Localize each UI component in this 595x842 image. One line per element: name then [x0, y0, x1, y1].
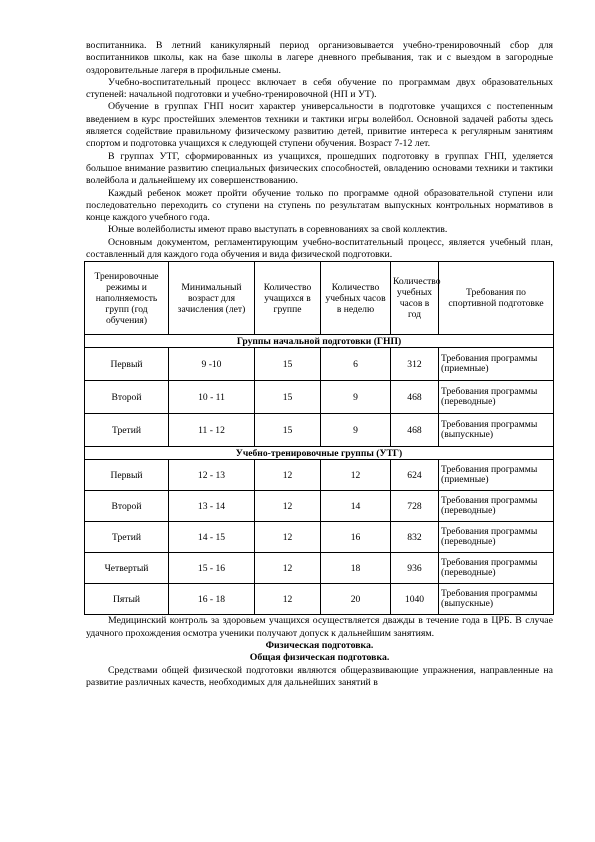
paragraph: Медицинский контроль за здоровьем учащихся осуществляется дважды в течение года в ЦРБ. В случае удачного прохождения осмотра ученики получают допуск к дальнейшим занятиям. — [86, 615, 553, 639]
cell-annual-hours: 624 — [391, 460, 439, 491]
paragraph: Каждый ребенок может пройти обучение только по программе одной образовательной ступени или последовательно переходить со ступени на ступень по результатам выпускных контрольных нормативов в конце каждого учебного года. — [86, 187, 553, 224]
section-heading: Физическая подготовка. — [265, 639, 374, 651]
cell-week-hours: 9 — [321, 381, 391, 414]
cell-age: 16 - 18 — [169, 584, 255, 615]
cell-age: 14 - 15 — [169, 522, 255, 553]
cell-age: 11 - 12 — [169, 414, 255, 447]
header-cell: Требования по спортивной подготовке — [439, 262, 554, 335]
header-cell: Количество учащихся в группе — [255, 262, 321, 335]
cell-age: 15 - 16 — [169, 553, 255, 584]
document-body — [86, 40, 553, 689]
cell-week-hours: 14 — [321, 491, 391, 522]
cell-age: 9 -10 — [169, 348, 255, 381]
cell-annual-hours: 468 — [391, 414, 439, 447]
table-row — [85, 460, 554, 491]
cell-week-hours: 16 — [321, 522, 391, 553]
cell-students: 12 — [255, 522, 321, 553]
cell-annual-hours: 728 — [391, 491, 439, 522]
paragraph: Обучение в группах ГНП носит характер универсальности в подготовке учащихся с постепенным введением в курс простейших элементов техники и тактики игры волейбол. Основной задачей работы здесь является содействие правильному физическому развитию детей, привитие интереса к регулярным занятиям спортом и подготовка учащихся к следующей ступени обучения. Возраст 7-12 лет. — [86, 101, 553, 150]
header-cell: Количество учебных часов в год — [391, 262, 439, 335]
cell-age: 10 - 11 — [169, 381, 255, 414]
cell-requirements: Требования программы (приемные) — [439, 348, 554, 381]
cell-year: Второй — [85, 381, 169, 414]
header-cell: Тренировочные режимы и наполняемость групп (год обучения) — [85, 262, 169, 335]
cell-students: 12 — [255, 460, 321, 491]
paragraph: Средствами общей физической подготовки являются общеразвивающие упражнения, направленные на развитие различных качеств, необходимых для дальнейших занятий в — [86, 664, 553, 688]
table-row — [85, 522, 554, 553]
cell-annual-hours: 936 — [391, 553, 439, 584]
paragraph: воспитанника. В летний каникулярный период организовывается учебно-тренировочный сбор для воспитанников школы, как на базе школы в лагере дневного пребывания, так и с выездом в загородные оздоровительные лагеря в профильные смены. — [86, 40, 553, 76]
paragraph: Юные волейболисты имеют право выступать в соревнованиях за свой коллектив. — [108, 224, 448, 236]
curriculum-table — [84, 261, 554, 615]
cell-year: Второй — [85, 491, 169, 522]
cell-students: 15 — [255, 381, 321, 414]
cell-requirements: Требования программы (выпускные) — [439, 584, 554, 615]
header-cell: Количество учебных часов в неделю — [321, 262, 391, 335]
cell-week-hours: 6 — [321, 348, 391, 381]
cell-students: 12 — [255, 584, 321, 615]
cell-students: 15 — [255, 414, 321, 447]
cell-year: Первый — [85, 460, 169, 491]
cell-annual-hours: 832 — [391, 522, 439, 553]
cell-week-hours: 12 — [321, 460, 391, 491]
cell-requirements: Требования программы (переводные) — [439, 522, 554, 553]
cell-requirements: Требования программы (переводные) — [439, 381, 554, 414]
cell-annual-hours: 312 — [391, 348, 439, 381]
cell-year: Третий — [85, 522, 169, 553]
cell-requirements: Требования программы (выпускные) — [439, 414, 554, 447]
cell-week-hours: 18 — [321, 553, 391, 584]
cell-year: Четвертый — [85, 553, 169, 584]
cell-year: Третий — [85, 414, 169, 447]
cell-age: 13 - 14 — [169, 491, 255, 522]
table-row — [85, 381, 554, 414]
paragraph: Учебно-воспитательный процесс включает в себя обучение по программам двух образовательных ступеней: начальной подготовки и учебно-тренировочной (НП и УТ). — [86, 76, 553, 101]
section-title: Учебно-тренировочные группы (УТГ) — [85, 447, 554, 460]
cell-year: Пятый — [85, 584, 169, 615]
subsection-heading: Общая физическая подготовка. — [249, 652, 390, 664]
cell-students: 15 — [255, 348, 321, 381]
table-header-row — [85, 262, 554, 335]
table-row — [85, 553, 554, 584]
header-cell: Минимальный возраст для зачисления (лет) — [169, 262, 255, 335]
cell-annual-hours: 468 — [391, 381, 439, 414]
cell-requirements: Требования программы (переводные) — [439, 491, 554, 522]
cell-students: 12 — [255, 491, 321, 522]
section-title: Группы начальной подготовки (ГНП) — [85, 335, 554, 348]
table-row — [85, 348, 554, 381]
paragraph: В группах УТГ, сформированных из учащихся, прошедших подготовку в группах ГНП, уделяется большое внимание развитию специальных физических способностей, овладению основами техники и тактики волейбола и дальнейшему их совершенствованию. — [86, 150, 553, 187]
section-row — [85, 447, 554, 460]
table-row — [85, 491, 554, 522]
cell-year: Первый — [85, 348, 169, 381]
table-row — [85, 414, 554, 447]
cell-week-hours: 9 — [321, 414, 391, 447]
section-row — [85, 335, 554, 348]
cell-week-hours: 20 — [321, 584, 391, 615]
cell-students: 12 — [255, 553, 321, 584]
cell-requirements: Требования программы (переводные) — [439, 553, 554, 584]
cell-annual-hours: 1040 — [391, 584, 439, 615]
table-row — [85, 584, 554, 615]
cell-age: 12 - 13 — [169, 460, 255, 491]
paragraph: Основным документом, регламентирующим учебно-воспитательный процесс, является учебный план, составленный для каждого года обучения и вида физической подготовки. — [86, 236, 553, 261]
cell-requirements: Требования программы (приемные) — [439, 460, 554, 491]
